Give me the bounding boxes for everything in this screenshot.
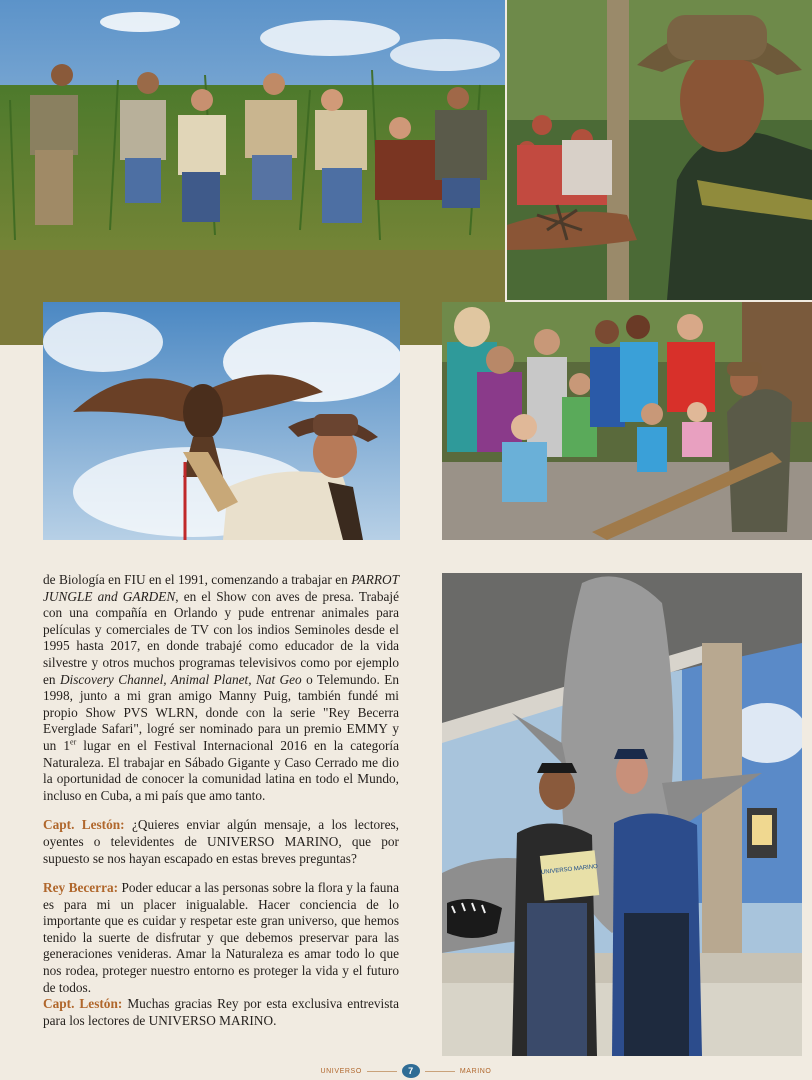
interview-text-column bbox=[43, 572, 399, 1029]
closing-text: Muchas gracias Rey por esta exclusiva entrevista para los lectores de UNIVERSO MARINO. bbox=[43, 996, 399, 1028]
text-run: o Telemundo. En 1998, junto a mi gran amigo Manny Puig, también fundé mi propio Show PVS WLRN, donde con la serie "Rey Becerra Everglade Safari", logré ser nominado para un premio EMMY y un 1 bbox=[43, 671, 399, 753]
page-number: 7 bbox=[402, 1064, 420, 1078]
speaker-capt-leston: Capt. Lestón: bbox=[43, 996, 123, 1012]
speaker-rey-becerra: Rey Becerra: bbox=[43, 880, 119, 896]
photo-man-with-hawk bbox=[43, 302, 400, 540]
italic-run: Discovery Channel, Animal Planet, Nat Geo bbox=[59, 671, 302, 687]
answer-message bbox=[43, 880, 399, 996]
photo-man-holding-tarantula bbox=[507, 0, 812, 300]
italic-run: PARROT JUNGLE and GARDEN bbox=[43, 572, 399, 604]
footer-rule bbox=[367, 1071, 397, 1072]
footer-right-word: MARINO bbox=[459, 1067, 492, 1075]
text-run: lugar en el Festival Internacional 2016 en la categoría Naturaleza. El trabajar en Sábado Gigante y Caso Cerrado me dio la oportunidad de conocer la comunidad latina en todo el Mundo, incluso en Cuba, a mi país que amo tanto. bbox=[43, 737, 399, 803]
paragraph-biography bbox=[43, 572, 399, 804]
speaker-capt-leston: Capt. Lestón: bbox=[43, 817, 125, 833]
shark-photo-magazine-title: UNIVERSO MARINO bbox=[540, 863, 599, 876]
photo-men-with-shark-statue bbox=[442, 573, 802, 1056]
footer-rule bbox=[425, 1071, 455, 1072]
photo-team-in-grass bbox=[0, 0, 505, 345]
answer-text: Poder educar a las personas sobre la flora y la fauna es para mi un placer inigualable. Hacer conciencia de lo importante que es cuidar y respetar este gran universo, que hemos tenido la suerte de disfrutar y que debemos preservar para las generaciones venideras. Amar la Naturaleza es amar todo lo que nos rodea, proteger nuestro entorno es proteger la vida y el futuro de todos. bbox=[43, 880, 399, 995]
closing-message bbox=[43, 996, 399, 1029]
text-run: de Biología en FIU en el 1991, comenzando a trabajar en bbox=[43, 572, 352, 587]
superscript-run: er bbox=[70, 737, 77, 747]
text-run: , en el Show con aves de presa. Trabajé con una compañía en Orlando y pude entrenar animales para películas y comerciales de TV con los indios Seminoles desde el 1995 hasta 2017, en donde trabajé como educador de la vida silvestre y otros muchos programas televisivos como por ejemplo en bbox=[43, 588, 399, 687]
footer-left-word: UNIVERSO bbox=[320, 1067, 362, 1075]
page-footer bbox=[0, 1062, 812, 1080]
question-text: ¿Quieres enviar algún mensaje, a los lectores, oyentes o televidentes de UNIVERSO MARINO, que por supuesto se nos hayan escapado en estas breves preguntas? bbox=[43, 817, 399, 866]
photo-visitors-watching bbox=[442, 302, 812, 540]
question-message bbox=[43, 817, 399, 867]
